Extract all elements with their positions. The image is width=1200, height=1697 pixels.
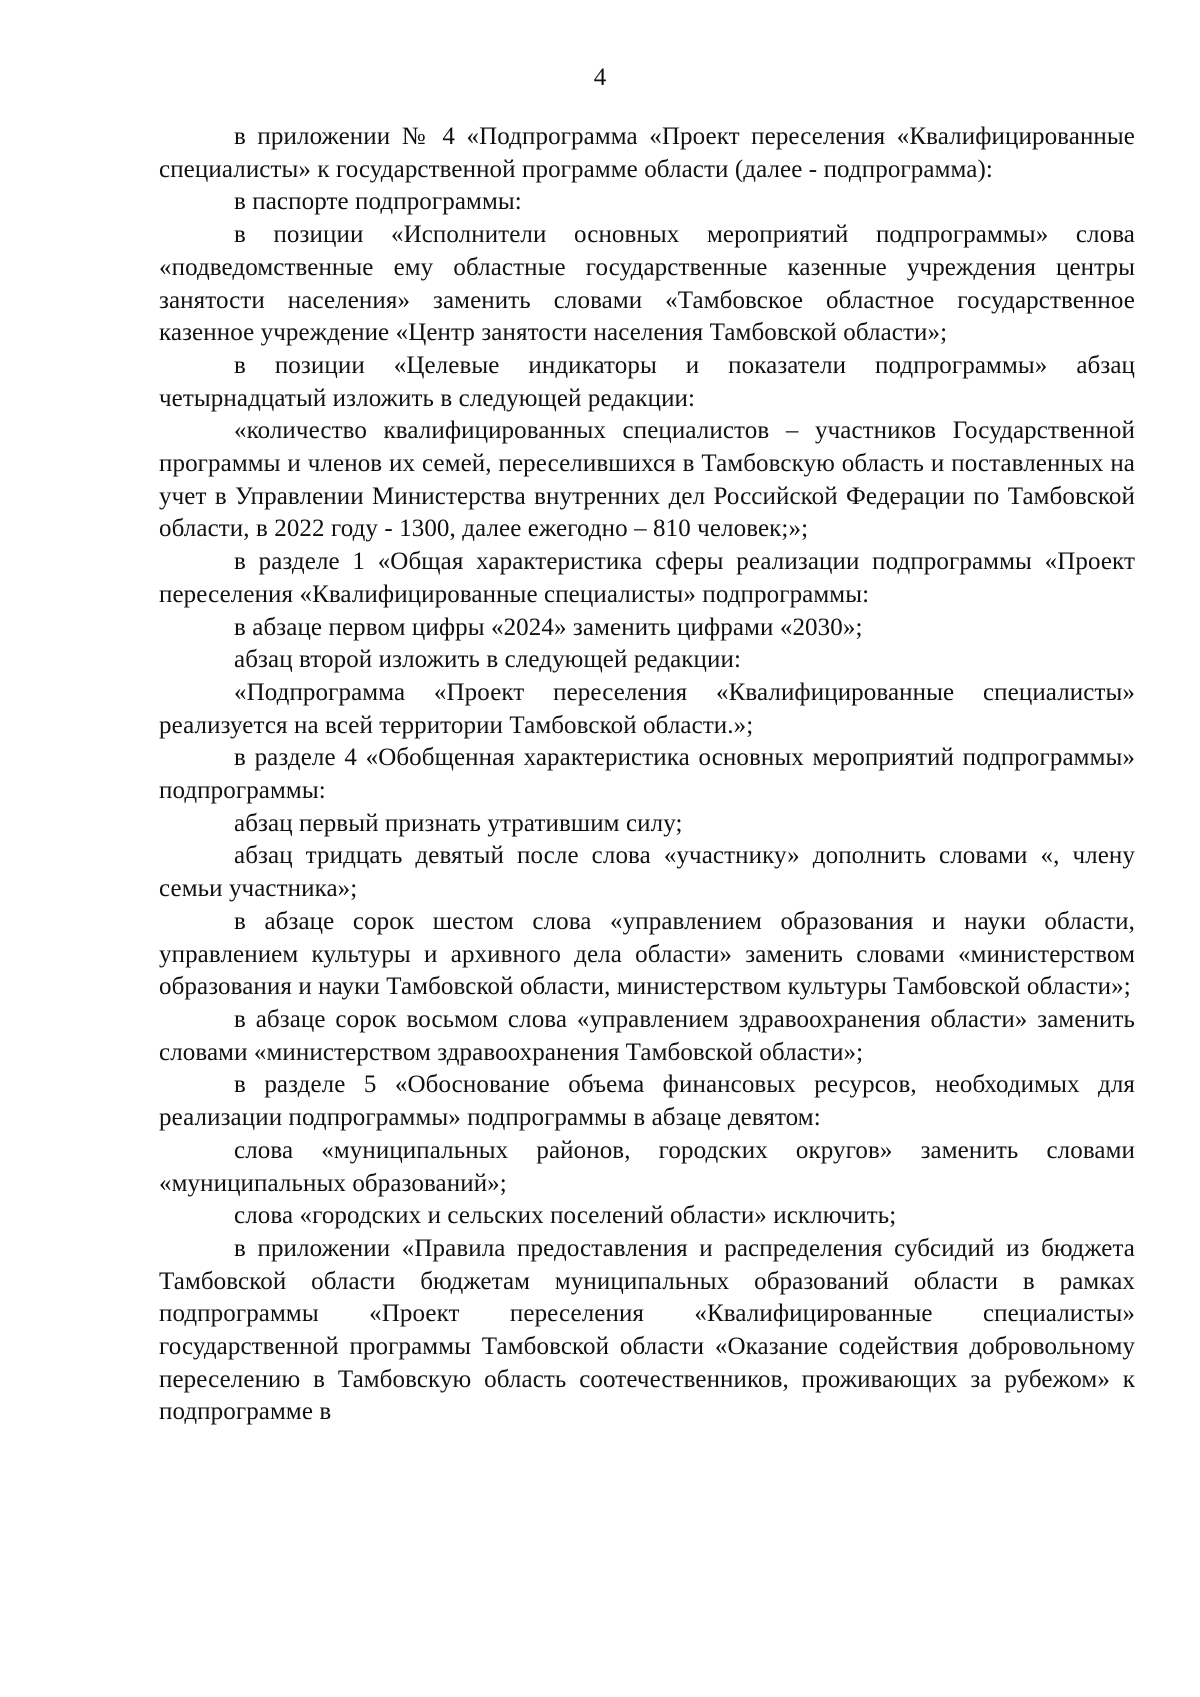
paragraph: в разделе 5 «Обоснование объема финансовых ресурсов, необходимых для реализации подпрограммы» подпрограммы в абзаце девятом: xyxy=(159,1071,1135,1132)
paragraph: «Подпрограмма «Проект переселения «Квалифицированные специалисты» реализуется на всей территории Тамбовской области.»; xyxy=(159,678,1135,739)
paragraph: слова «муниципальных районов, городских округов» заменить словами «муниципальных образований»; xyxy=(159,1136,1135,1197)
page-number: 4 xyxy=(593,64,607,91)
paragraph: в приложении «Правила предоставления и распределения субсидий из бюджета Тамбовской области бюджетам муниципальных образований области в рамках подпрограммы «Проект переселения «Квалифицированные специалисты» государственной программы Тамбовской области «Оказание содействия добровольному переселению в Тамбовскую область соотечественников, проживающих за рубежом» к подпрограмме в xyxy=(159,1234,1135,1426)
paragraph: слова «городских и сельских поселений области» исключить; xyxy=(234,1202,897,1230)
paragraph: абзац первый признать утратившим силу; xyxy=(234,809,683,837)
paragraph: в разделе 1 «Общая характеристика сферы реализации подпрограммы «Проект переселения «Квалифицированные специалисты» подпрограммы: xyxy=(159,548,1135,608)
paragraph: в разделе 4 «Обобщенная характеристика основных мероприятий подпрограммы» подпрограммы: xyxy=(159,744,1135,805)
paragraph: в позиции «Целевые индикаторы и показатели подпрограммы» абзац четырнадцатый изложить в следующей редакции: xyxy=(159,351,1135,412)
paragraph: абзац тридцать девятый после слова «участнику» дополнить словами «, члену семьи участника»; xyxy=(159,842,1135,903)
paragraph: в приложении № 4 «Подпрограмма «Проект переселения «Квалифицированные специалисты» к государственной программе области (далее - подпрограмма): xyxy=(159,123,1135,183)
paragraph: в паспорте подпрограммы: xyxy=(234,188,522,216)
paragraph: абзац второй изложить в следующей редакции: xyxy=(234,646,742,674)
paragraph: в абзаце сорок шестом слова «управлением образования и науки области, управлением культуры и архивного дела области» заменить словами «министерством образования и науки Тамбовской области, министерством культуры Тамбовской области»; xyxy=(159,907,1135,1001)
document-body xyxy=(159,121,1135,1429)
paragraph: в позиции «Исполнители основных мероприятий подпрограммы» слова «подведомственные ему областные государственные казенные учреждения центры занятости населения» заменить словами «Тамбовское областное государственное казенное учреждение «Центр занятости населения Тамбовской области»; xyxy=(159,221,1135,347)
paragraph: в абзаце первом цифры «2024» заменить цифрами «2030»; xyxy=(234,613,863,641)
paragraph: «количество квалифицированных специалистов – участников Государственной программы и членов их семей, переселившихся в Тамбовскую область и поставленных на учет в Управлении Министерства внутренних дел Российской Федерации по Тамбовской области, в 2022 году - 1300, далее ежегодно – 810 человек;»; xyxy=(159,417,1135,543)
paragraph: в абзаце сорок восьмом слова «управлением здравоохранения области» заменить словами «министерством здравоохранения Тамбовской области»; xyxy=(159,1005,1135,1066)
